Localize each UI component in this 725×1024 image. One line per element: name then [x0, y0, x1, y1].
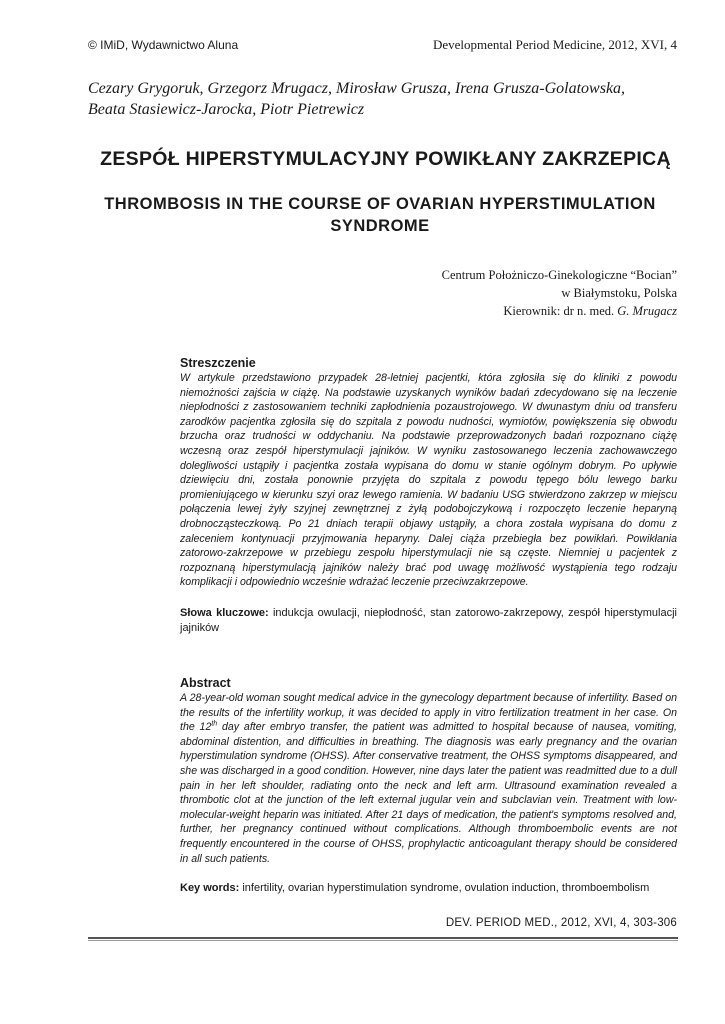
authors-line-2: Beata Stasiewicz-Jarocka, Piotr Pietrewicz [88, 101, 365, 118]
key-words-text: infertility, ovarian hyperstimulation syndrome, ovulation induction, thromboembolism [239, 882, 650, 894]
abstract-section [180, 676, 677, 866]
journal-copyright: © IMiD, Wydawnictwo Aluna [88, 38, 239, 52]
title-english-line-1: THROMBOSIS IN THE COURSE OF OVARIAN HYPERSTIMULATION [104, 195, 656, 213]
affiliation-line-1: Centrum Położniczo-Ginekologiczne “Bocian” [441, 268, 677, 282]
title-polish: ZESPÓŁ HIPERSTYMULACYJNY POWIKŁANY ZAKRZEPICĄ [100, 148, 671, 170]
abstract-text [180, 691, 677, 866]
title-english-line-2: SYNDROME [330, 217, 430, 235]
affiliation-head-prefix: Kierownik: dr n. med. [503, 304, 618, 318]
footer-citation: DEV. PERIOD MED., 2012, XVI, 4, 303-306 [445, 917, 677, 929]
slowa-kluczowe [180, 606, 677, 636]
authors-line-1: Cezary Grygoruk, Grzegorz Mrugacz, Mirosław Grusza, Irena Grusza-Golatowska, [88, 80, 626, 97]
affiliation [442, 266, 677, 320]
abstract-text-part-1: A 28-year-old woman sought medical advice in the gynecology department because of infertility. Based on the results of the infertility workup, it was decided to apply in vitro fertilization treatment in her case. On the 12 [180, 692, 677, 734]
affiliation-line-2: w Białymstoku, Polska [561, 286, 677, 300]
slowa-kluczowe-text: indukcja owulacji, niepłodność, stan zatorowo-zakrzepowy, zespół hiperstymulacji jajników [180, 607, 677, 634]
abstract-ordinal-suffix: th [211, 720, 218, 728]
affiliation-head-name: G. Mrugacz [617, 304, 677, 318]
streszczenie-heading: Streszczenie [180, 356, 256, 370]
streszczenie-text: W artykule przedstawiono przypadek 28-letniej pacjentki, która zgłosiła się do kliniki z powodu niemożności zajścia w ciążę. Na podstawie uzyskanych wyników badań zdecydowano się na leczenie niepłodności z zastosowaniem techniki zapłodnienia pozaustrojowego. W dwunastym dniu od transferu zarodków pacjentka zgłosiła się do szpitala z powodu nudności, wymiotów, powiększenia się obwodu brzucha oraz trudności w oddychaniu. Na podstawie przeprowadzonych badań rozpoznano ciążę wczesną oraz zespół hiperstymulacji jajników. W wyniku zastosowanego leczenia zachowawczego dolegliwości ustąpiły i pacjentka została wypisana do domu w stanie ogólnym dobrym. Po upływie dziewięciu dni, została ponownie przyjęta do szpitala z powodu tępego bólu lewego barku promieniującego w kierunku szyi oraz lewego ramienia. W badaniu USG stwierdzono zakrzep w miejscu połączenia lewej żyły szyjnej zewnętrznej z żyłą podobojczykową i rozpoczęto leczenie heparyną drobnocząsteczkową. Po 21 dniach terapii objawy ustąpiły, a chora została wypisana do domu z zaleceniem kontynuacji przyjmowania heparyny. Dalej ciąża przebiegła bez powikłań. Powikłania zatorowo-zakrzepowe w przebiegu zespołu hiperstymulacji nie są częste. Niemniej u pacjentek z rozpoznaną hiperstymulacją jajników należy brać pod uwagę możliwość wystąpienia tego rodzaju komplikacji i odpowiednio wcześnie wdrażać leczenie przeciwzakrzepowe. [180, 372, 677, 589]
streszczenie-section [180, 356, 677, 590]
slowa-kluczowe-label: Słowa kluczowe: [180, 607, 269, 619]
abstract-text-part-2: day after embryo transfer, the patient was admitted to hospital because of nausea, vomiting, abdominal distention, and difficulties in breathing. The diagnosis was early pregnancy and the ovarian hyperstimulation syndrome (OHSS). After conservative treatment, the OHSS symptoms disappeared, and she was discharged in a good condition. However, nine days later the patient was readmitted due to a dull pain in her left shoulder, radiating onto the neck and left arm. Ultrasound examination revealed a thrombotic clot at the junction of the left external jugular vein and subclavian vein. Treatment with low-molecular-weight heparin was initiated. After 21 days of medication, the patient's symptoms resolved and, further, her pregnancy continued without complications. Although thromboembolic events are not frequently encountered in the course of OHSS, prophylactic anticoagulant therapy should be considered in all such patients. [180, 721, 677, 865]
title-english [60, 193, 700, 237]
journal-citation-header: Developmental Period Medicine, 2012, XVI, 4 [432, 37, 677, 52]
key-words-label: Key words: [180, 882, 240, 894]
abstract-heading: Abstract [180, 676, 231, 690]
affiliation-line-3 [442, 302, 677, 320]
authors [88, 78, 688, 120]
key-words [180, 881, 677, 896]
footer-divider [88, 937, 678, 941]
